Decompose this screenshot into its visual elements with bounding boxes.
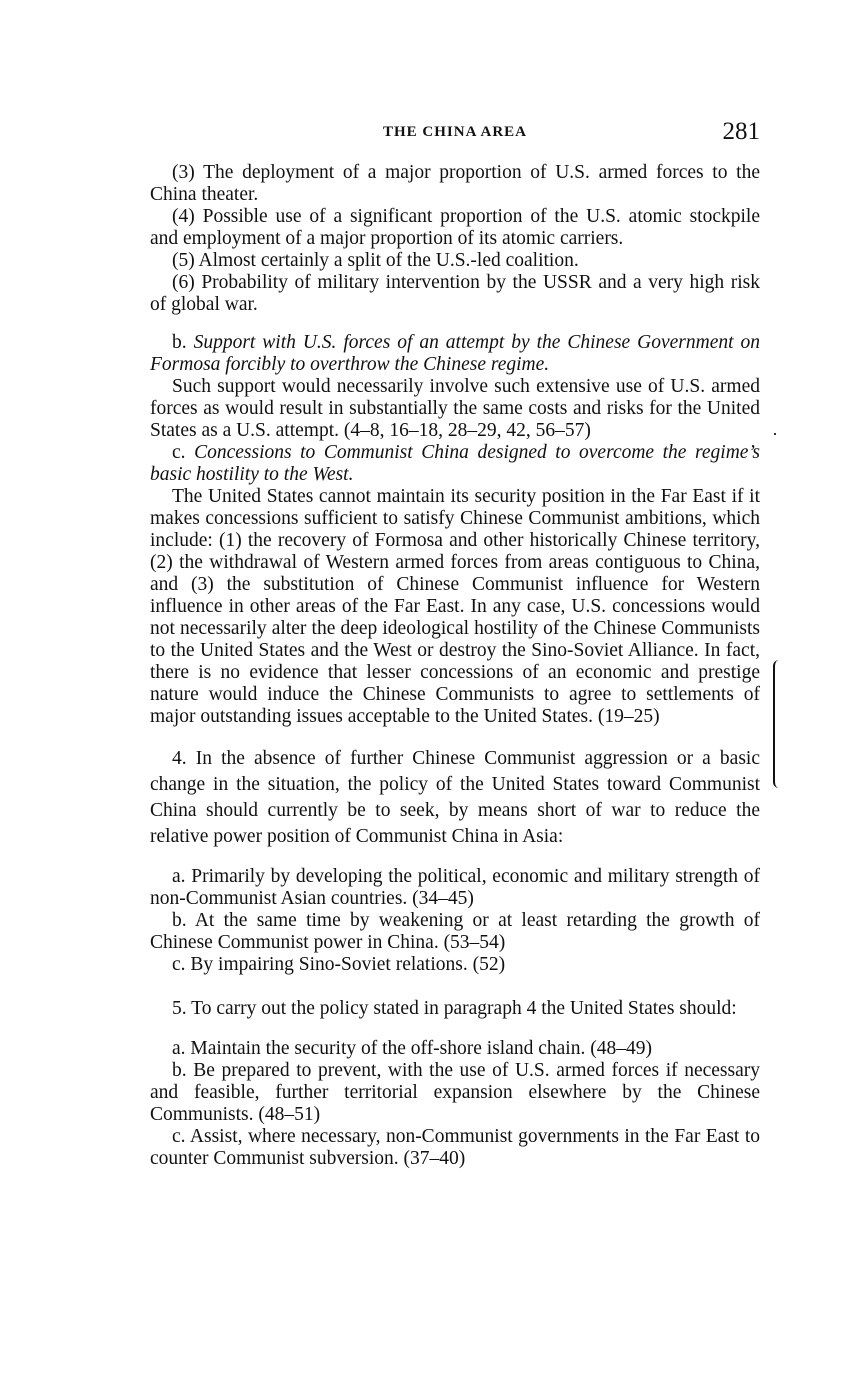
section-c-text: The United States cannot maintain its security position in the Far East if it makes concessions sufficient to satisfy Chinese Communist ambitions, which include: (1) the recovery of Formosa and other historically Chinese territory, (2) the withdrawal of Western armed forces from areas contiguous to China, and (3) the substitution of Chinese Communist influence for Western influence in other areas of the Far East. In any case, U.S. concessions would not necessarily alter the deep ideological hostility of the Chinese Communists to the United States and the West or destroy the Sino-Soviet Alliance. In fact, there is no evidence that lesser concessions of an economic and prestige nature would induce the Chinese Communists to agree to settlements of major outstanding issues acceptable to the United States. (19–25): [150, 486, 760, 727]
paragraph-4-item-a: a. Primarily by developing the political, economic and military strength of non-Communist Asian countries. (34–45): [150, 866, 760, 909]
item-4: (4) Possible use of a significant proportion of the U.S. atomic stockpile and employment of a major proportion of its atomic carriers.: [150, 206, 760, 249]
page-body: [150, 162, 760, 1170]
section-b-text: Such support would necessarily involve such extensive use of U.S. armed forces as would result in substantially the same costs and risks for the United States as a U.S. attempt. (4–8, 16–18, 28–29, 42, 56–57): [150, 376, 760, 441]
paragraph-5-item-a: a. Maintain the security of the off-shore island chain. (48–49): [172, 1038, 652, 1059]
section-c-heading: [150, 442, 760, 486]
paragraph-4-item-c: c. By impairing Sino-Soviet relations. (52): [172, 954, 506, 975]
section-c-label: c.: [172, 442, 186, 463]
page-header: [150, 118, 760, 150]
paragraph-5-item-c: c. Assist, where necessary, non-Communist governments in the Far East to counter Communist subversion. (37–40): [150, 1126, 760, 1169]
paragraph-5-item-b: b. Be prepared to prevent, with the use of U.S. armed forces if necessary and feasible, further territorial expansion elsewhere by the Chinese Communists. (48–51): [150, 1060, 760, 1125]
running-head: THE CHINA AREA: [382, 124, 528, 140]
section-b-heading-text: Support with U.S. forces of an attempt by the Chinese Government on Formosa forcibly to overthrow the Chinese regime.: [150, 332, 760, 375]
section-b-label: b.: [172, 332, 187, 353]
page-number: 281: [722, 118, 760, 145]
item-5: (5) Almost certainly a split of the U.S.-led coalition.: [172, 250, 579, 271]
paragraph-4: 4. In the absence of further Chinese Communist aggression or a basic change in the situation, the policy of the United States toward Communist China should currently be to seek, by means short of war to reduce the relative power position of Communist China in Asia:: [150, 748, 760, 847]
paragraph-4-item-b: b. At the same time by weakening or at least retarding the growth of Chinese Communist power in China. (53–54): [150, 910, 760, 953]
item-6: (6) Probability of military intervention by the USSR and a very high risk of global war.: [150, 272, 760, 315]
margin-dot: [774, 433, 776, 435]
section-c-heading-text: Concessions to Communist China designed to overcome the regime’s basic hostility to the West.: [150, 442, 760, 485]
margin-revision-bracket: [773, 660, 781, 788]
item-3: (3) The deployment of a major proportion of U.S. armed forces to the China theater.: [150, 162, 760, 205]
paragraph-5: 5. To carry out the policy stated in paragraph 4 the United States should:: [172, 998, 737, 1019]
section-b-heading: [150, 332, 760, 376]
